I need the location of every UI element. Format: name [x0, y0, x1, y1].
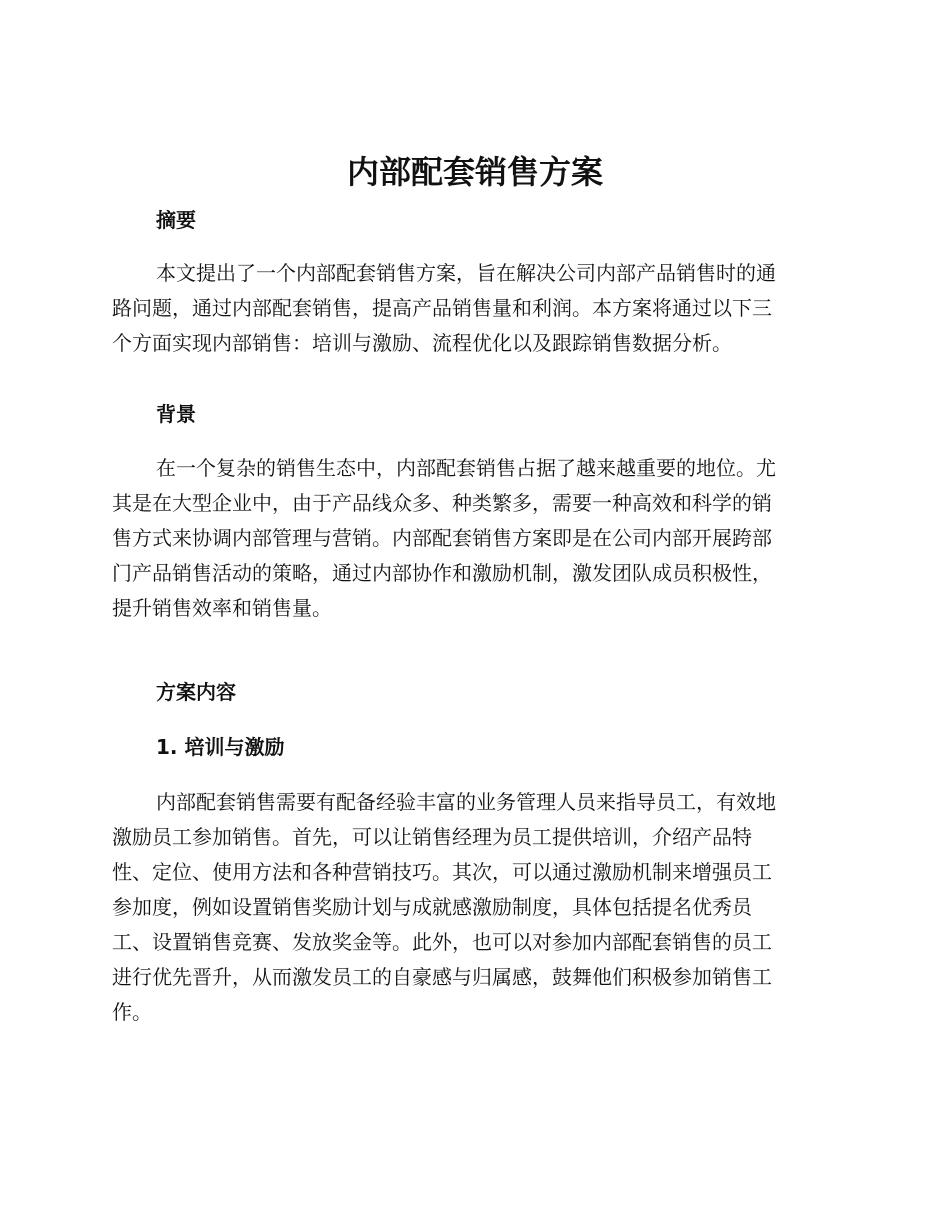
paragraph-line: 参加度，例如设置销售奖励计划与成就感激励制度，具体包括提名优秀员 [112, 895, 752, 919]
paragraph-line: 激励员工参加销售。首先，可以让销售经理为员工提供培训，介绍产品特 [112, 825, 752, 849]
paragraph-line: 内部配套销售需要有配备经验丰富的业务管理人员来指导员工，有效地 [156, 790, 776, 814]
document-title: 内部配套销售方案 [346, 153, 603, 191]
paragraph-line: 在一个复杂的销售生态中，内部配套销售占据了越来越重要的地位。尤 [156, 456, 776, 480]
section-heading-training: 1. 培训与激励 [156, 735, 285, 759]
paragraph-line: 个方面实现内部销售：培训与激励、流程优化以及跟踪销售数据分析。 [112, 331, 732, 355]
paragraph-line: 进行优先晋升，从而激发员工的自豪感与归属感，鼓舞他们积极参加销售工 [112, 965, 772, 989]
section-heading-abstract: 摘要 [156, 208, 196, 232]
paragraph-line: 性、定位、使用方法和各种营销技巧。其次，可以通过激励机制来增强员工 [112, 860, 772, 884]
section-heading-background: 背景 [156, 402, 196, 426]
paragraph-line: 其是在大型企业中，由于产品线众多、种类繁多，需要一种高效和科学的销 [112, 491, 772, 515]
paragraph-line: 提升销售效率和销售量。 [112, 596, 332, 620]
section-heading-plan: 方案内容 [156, 680, 236, 704]
paragraph-line: 路问题，通过内部配套销售，提高产品销售量和利润。本方案将通过以下三 [112, 296, 772, 320]
abstract-paragraph [112, 256, 832, 361]
paragraph-line: 工、设置销售竞赛、发放奖金等。此外，也可以对参加内部配套销售的员工 [112, 930, 772, 954]
background-paragraph [112, 451, 832, 626]
paragraph-line: 本文提出了一个内部配套销售方案，旨在解决公司内部产品销售时的通 [156, 261, 776, 285]
paragraph-line: 售方式来协调内部管理与营销。内部配套销售方案即是在公司内部开展跨部 [112, 526, 772, 550]
training-paragraph [112, 785, 832, 1030]
paragraph-line: 作。 [112, 1000, 152, 1024]
paragraph-line: 门产品销售活动的策略，通过内部协作和激励机制，激发团队成员积极性， [112, 561, 772, 585]
